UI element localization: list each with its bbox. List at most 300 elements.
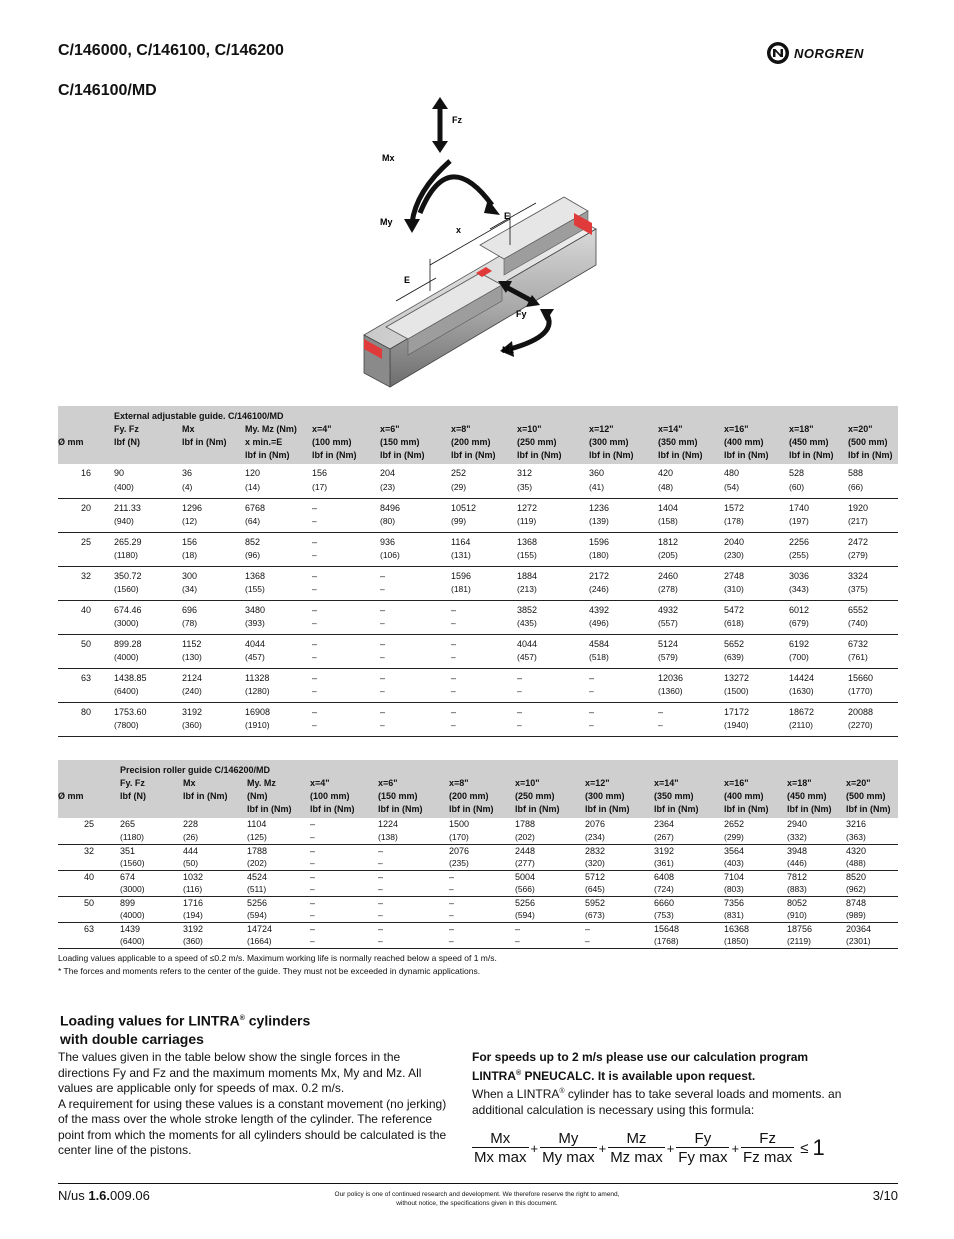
table-cell: 480 [724, 468, 740, 478]
table-cell: 936 [380, 536, 396, 547]
column-header [658, 423, 724, 464]
table-cell: 1368 [245, 570, 266, 581]
table-cell-metric: (343) [789, 583, 848, 600]
table-cell-metric: – [378, 857, 449, 870]
table-cell-metric: (54) [724, 481, 789, 498]
table-cell: 204 [380, 468, 396, 478]
table-cell: 5004 [515, 871, 536, 882]
right-paragraphs [472, 1050, 892, 1118]
column-header [517, 423, 589, 464]
fraction-denominator: Fy max [678, 1149, 728, 1166]
table-cell: 12036 [658, 672, 684, 683]
bore-diameter: 32 [83, 845, 94, 856]
table-cell: 18672 [789, 706, 815, 717]
column-header-line: lbf (N) [114, 437, 140, 447]
table-cell: 3192 [654, 845, 675, 856]
table-cell-metric: (803) [724, 883, 787, 896]
column-header [451, 423, 517, 464]
table-cell: 444 [183, 845, 199, 856]
column-header [724, 423, 789, 464]
fraction-denominator: Fz max [743, 1149, 793, 1166]
table-cell-metric: (202) [247, 857, 310, 870]
table-row [58, 566, 898, 583]
column-header-line: x=12" [589, 424, 614, 434]
table-cell-metric: (700) [789, 651, 848, 668]
table-row [58, 600, 898, 617]
table-cell: 1152 [182, 638, 202, 649]
table-cell-metric: (724) [654, 883, 724, 896]
table-row [58, 922, 898, 935]
table-cell: 674 [120, 871, 136, 882]
table-cell-metric: (332) [787, 831, 846, 844]
pneucalc-note-line2a: LINTRA [472, 1068, 516, 1083]
table-cell: 1812 [658, 536, 679, 547]
table-cell: – [589, 706, 595, 717]
table-cell-empty [58, 617, 114, 634]
table-cell: 2940 [787, 819, 808, 829]
column-header-line: x=20" [848, 424, 873, 434]
table-cell-metric: (181) [451, 583, 517, 600]
table-cell: – [517, 706, 523, 717]
table-cell: 1596 [451, 570, 472, 581]
doc-bold: 1.6. [88, 1188, 111, 1203]
fraction-denominator: Mx max [474, 1149, 527, 1166]
table-cell: 5124 [658, 638, 679, 649]
table-cell: 4584 [589, 638, 610, 649]
table-cell: – [312, 638, 318, 649]
table-cap-spacer [58, 760, 120, 777]
bore-diameter: 50 [80, 638, 91, 649]
table-cell: 5472 [724, 604, 745, 615]
fraction-denominator: Mz max [610, 1149, 663, 1166]
column-header-line: x=10" [517, 424, 542, 434]
table-cell: 1788 [247, 845, 268, 856]
table-cell: 1104 [247, 819, 267, 829]
table-cell-metric: (393) [245, 617, 312, 634]
column-header-line: (400 mm) [724, 437, 764, 447]
fraction-numerator: Fz [759, 1130, 776, 1147]
table-cell: 696 [182, 604, 198, 615]
table-cell-empty [58, 651, 114, 668]
table-cell-metric: (23) [380, 481, 451, 498]
table-cell: 5712 [585, 871, 606, 882]
table-cell-metric: – [312, 515, 380, 532]
table-row [58, 464, 898, 481]
table-cell: 3192 [183, 923, 204, 934]
table-cell: 1753.60 [114, 706, 147, 717]
norgren-logo-icon [766, 41, 790, 65]
table-cell: 1716 [183, 897, 204, 908]
table-cell: 351 [120, 845, 136, 856]
column-header-line: lbf in (Nm) [787, 804, 832, 814]
table-cell: – [380, 570, 386, 581]
table-cell: 3948 [787, 845, 808, 856]
table-cell: – [312, 502, 318, 513]
table-cell: 2172 [589, 570, 610, 581]
bore-diameter: 32 [80, 570, 91, 581]
table-row-metric [58, 515, 898, 532]
table-cell-metric: (496) [589, 617, 658, 634]
column-header-line: lbf in (Nm) [724, 804, 769, 814]
less-equal-sign: ≤ [800, 1139, 809, 1157]
column-header-line: lbf in (Nm) [378, 804, 423, 814]
column-header-line: lbf in (Nm) [589, 450, 634, 460]
column-header-line: x=6" [378, 778, 398, 788]
table-row-metric [58, 909, 898, 922]
table-cell: 265.29 [114, 536, 142, 547]
table-cell: 13272 [724, 672, 750, 683]
table-row-metric [58, 831, 898, 844]
table-cell-metric: (962) [846, 883, 898, 896]
table-cell-empty [58, 831, 120, 844]
table-cell-metric: (320) [585, 857, 654, 870]
table-cell-metric: – [451, 719, 517, 736]
table-cell-metric: (363) [846, 831, 898, 844]
table-cell-metric: (299) [724, 831, 787, 844]
table-cell-metric: (3000) [120, 883, 183, 896]
table-cell-metric: (910) [787, 909, 846, 922]
table-cell-metric: (579) [658, 651, 724, 668]
column-header [58, 777, 120, 818]
table-row [58, 668, 898, 685]
table-cell-metric: – [310, 883, 378, 896]
table-cell: 1236 [589, 502, 610, 513]
table-cell-metric: (170) [449, 831, 515, 844]
table-cell: – [451, 604, 457, 615]
fz-arrow [432, 97, 448, 153]
column-header-line: lbf in (Nm) [182, 437, 227, 447]
column-header [585, 777, 654, 818]
column-header [724, 777, 787, 818]
table-cell: 8496 [380, 502, 401, 513]
table-body [58, 464, 898, 736]
table-cell-metric: – [378, 883, 449, 896]
table-cell-metric: (60) [789, 481, 848, 498]
column-header-line: lbf in (Nm) [846, 804, 891, 814]
column-header-line: (300 mm) [585, 791, 625, 801]
column-header [378, 777, 449, 818]
table-cap-spacer [58, 406, 114, 423]
column-header-line: x=8" [449, 778, 469, 788]
table-cell-metric: (1630) [789, 685, 848, 702]
table-cell-metric: – [312, 617, 380, 634]
footer-divider [58, 1183, 898, 1184]
column-header-line: lbf in (Nm) [585, 804, 630, 814]
table-cell: 7104 [724, 871, 745, 882]
column-header-line: x=4" [312, 424, 332, 434]
norgren-logo [766, 40, 864, 66]
table-cell: – [380, 638, 386, 649]
table-cell-metric: (80) [380, 515, 451, 532]
table-cell-empty [58, 515, 114, 532]
table-cell: – [451, 672, 457, 683]
pneucalc-note-line1: For speeds up to 2 m/s please use our calculation program [472, 1050, 809, 1064]
table-cell-metric: (1940) [724, 719, 789, 736]
column-header-line: lbf in (Nm) [449, 804, 494, 814]
document-number [58, 1188, 150, 1203]
column-header-line: lbf in (Nm) [517, 450, 562, 460]
column-header-line: (500 mm) [848, 437, 888, 447]
table-cell-metric: (557) [658, 617, 724, 634]
table-cell: 1439 [120, 923, 141, 934]
table-cell: 5652 [724, 638, 745, 649]
table-cell: – [310, 897, 316, 908]
bore-diameter: 25 [83, 819, 94, 829]
bore-diameter: 50 [83, 897, 94, 908]
table-cell: 2076 [585, 819, 606, 829]
table-cell-metric: (125) [247, 831, 310, 844]
table-cell-empty [58, 857, 120, 870]
table-row-metric [58, 883, 898, 896]
table-cell: – [517, 672, 523, 683]
table-cell-metric: (639) [724, 651, 789, 668]
column-header-line: (250 mm) [517, 437, 557, 447]
table-cell-metric: (4000) [120, 909, 183, 922]
policy-line-2: without notice, the specifications given in this document. [396, 1200, 558, 1207]
bore-diameter: 25 [80, 536, 91, 547]
table-cell-metric: (267) [654, 831, 724, 844]
table-cell-metric: (673) [585, 909, 654, 922]
column-header [787, 777, 846, 818]
table-cell-metric: (2270) [848, 719, 898, 736]
table-cell-metric: (940) [114, 515, 182, 532]
table-cell-metric: (106) [380, 549, 451, 566]
table-cell-metric: – [312, 583, 380, 600]
column-header-line: lbf in (Nm) [654, 804, 699, 814]
table-cell-empty [58, 685, 114, 702]
table-cell: – [310, 871, 316, 882]
column-header-line: x=10" [515, 778, 540, 788]
fraction-numerator: My [558, 1130, 579, 1147]
table-cell: 6768 [245, 502, 266, 513]
table-cell-metric: – [585, 935, 654, 948]
table-cell: 1164 [451, 536, 471, 547]
table-cell: 1884 [517, 570, 538, 581]
table-cell-metric: (831) [724, 909, 787, 922]
table-cell-metric: – [312, 685, 380, 702]
table-cell: 1500 [449, 819, 470, 829]
column-header [114, 423, 182, 464]
table-cell-metric: (1910) [245, 719, 312, 736]
table-caption: External adjustable guide. C/146100/MD [114, 406, 898, 423]
formula-limit: 1 [812, 1135, 825, 1160]
table-cell-metric: (2119) [787, 935, 846, 948]
formula-fraction [741, 1130, 794, 1166]
section-heading-part1: Loading values for LINTRA [60, 1012, 240, 1029]
table-cell: 3564 [724, 845, 745, 856]
table-cell: 4044 [245, 638, 266, 649]
table-cell-metric: (3000) [114, 617, 182, 634]
table-cell: 528 [789, 468, 805, 478]
table-cell-empty [58, 909, 120, 922]
table-cell: 8052 [787, 897, 808, 908]
column-header-line: lbf in (Nm) [724, 450, 769, 460]
table-cell: – [378, 845, 384, 856]
cylinder-load-diagram [360, 95, 600, 393]
table-cell: 6552 [848, 604, 869, 615]
table-cell-metric: (234) [585, 831, 654, 844]
table-cell-metric: (360) [183, 935, 247, 948]
table-cell: 1272 [517, 502, 538, 513]
table-cell-metric: (66) [848, 481, 898, 498]
column-header-line: (150 mm) [380, 437, 420, 447]
column-header-line: lbf in (Nm) [658, 450, 703, 460]
table-cell: 1032 [183, 871, 204, 882]
table-cell-metric: (180) [589, 549, 658, 566]
table-cell-metric: (130) [182, 651, 245, 668]
table-cell-metric: – [517, 719, 589, 736]
table-cell-metric: (277) [515, 857, 585, 870]
table-cell-metric: (989) [846, 909, 898, 922]
table-cell: 5952 [585, 897, 606, 908]
table-cell: – [449, 897, 455, 908]
column-header-line: My. Mz [247, 778, 276, 788]
table-cell-metric: (457) [245, 651, 312, 668]
table-cell-metric: (594) [515, 909, 585, 922]
table-cell-metric: (178) [724, 515, 789, 532]
column-header-line: (500 mm) [846, 791, 886, 801]
table-cell: – [312, 672, 318, 683]
roller-guide-table [58, 760, 898, 949]
table-cell: 11328 [245, 672, 270, 683]
table-cell: 2040 [724, 536, 745, 547]
column-header [789, 423, 848, 464]
formula-fraction [472, 1130, 529, 1166]
table-cell: 36 [182, 468, 193, 478]
table-cell-metric: (17) [312, 481, 380, 498]
table-row-metric [58, 685, 898, 702]
policy-statement [270, 1190, 684, 1208]
table-cell-metric: (12) [182, 515, 245, 532]
table-cell: 2652 [724, 819, 745, 829]
table-cell-metric: – [310, 935, 378, 948]
table-cell: 2256 [789, 536, 810, 547]
column-header-line: (450 mm) [789, 437, 829, 447]
left-paragraphs [58, 1050, 453, 1159]
table-cell-metric: (618) [724, 617, 789, 634]
table-cell: 1368 [517, 536, 538, 547]
table-cell: – [378, 871, 384, 882]
column-header [589, 423, 658, 464]
table-cell: 6192 [789, 638, 810, 649]
table-cell-metric: (1560) [114, 583, 182, 600]
table-cell: 1404 [658, 502, 679, 513]
table-cell-metric: (7800) [114, 719, 182, 736]
table-cell-metric: (235) [449, 857, 515, 870]
table-cell-metric: (41) [589, 481, 658, 498]
table-cell: 7356 [724, 897, 745, 908]
table-cell-metric: (446) [787, 857, 846, 870]
plus-sign: + [731, 1140, 740, 1156]
table-cell-metric: – [589, 685, 658, 702]
table-cell-metric: (230) [724, 549, 789, 566]
column-header [312, 423, 380, 464]
table-cell-empty [58, 883, 120, 896]
column-header-line: (300 mm) [589, 437, 629, 447]
table-cell-metric: – [658, 719, 724, 736]
table-cell-metric: (6400) [120, 935, 183, 948]
left-paragraph-1: The values given in the table below show the single forces in the directions Fy and Fz and the maximum moments Mx, My and Mz. All values are applicable only for speeds of max. 0.2 m/s. [58, 1050, 422, 1095]
table-cell-metric: (246) [589, 583, 658, 600]
table-cell: 16368 [724, 923, 750, 934]
table-cell-metric: (139) [589, 515, 658, 532]
table-cell-metric: (197) [789, 515, 848, 532]
table-cell: 1296 [182, 502, 203, 513]
table-cell: – [310, 845, 316, 856]
table-cell-metric: (566) [515, 883, 585, 896]
fraction-numerator: Fy [694, 1130, 712, 1147]
table-cell-metric: (645) [585, 883, 654, 896]
column-header-line: lbf in (Nm) [789, 450, 834, 460]
table-cell-metric: – [312, 549, 380, 566]
table-cell-metric: (278) [658, 583, 724, 600]
column-header-line: My. Mz (Nm) [245, 424, 297, 434]
table-cell: – [312, 570, 318, 581]
table-row [58, 844, 898, 857]
table-row-metric [58, 719, 898, 736]
table-cell: 228 [183, 819, 199, 829]
table-cell: 899.28 [114, 638, 142, 649]
table-cell-metric: – [380, 719, 451, 736]
table-cell: 14424 [789, 672, 815, 683]
table-cell: 17172 [724, 706, 750, 717]
page-title: C/146000, C/146100, C/146200 [58, 42, 284, 59]
column-header [515, 777, 585, 818]
column-header [245, 423, 312, 464]
table-cell: 312 [517, 468, 533, 478]
column-header-line: x=14" [654, 778, 679, 788]
doc-suffix: 009.06 [110, 1188, 150, 1203]
formula-fraction [676, 1130, 729, 1166]
table-cell: – [378, 897, 384, 908]
table-cell: 899 [120, 897, 136, 908]
table-cell-empty [58, 583, 114, 600]
table-cell-metric: (116) [183, 883, 247, 896]
table-cell-metric: (64) [245, 515, 312, 532]
x-label: x [456, 225, 462, 235]
table-cell-metric: – [378, 909, 449, 922]
table-cell: 20364 [846, 923, 872, 934]
column-header-line: (150 mm) [378, 791, 418, 801]
table-cell: 1224 [378, 819, 399, 829]
table-cell-metric: – [451, 617, 517, 634]
column-header [449, 777, 515, 818]
table-cell-metric: (4000) [114, 651, 182, 668]
table-cell-metric: (194) [183, 909, 247, 922]
table-cell-metric: (435) [517, 617, 589, 634]
table-cell-metric: (511) [247, 883, 310, 896]
column-header [310, 777, 378, 818]
table-cell-metric: (213) [517, 583, 589, 600]
table-cell: 20088 [848, 706, 874, 717]
table-cell-metric: – [515, 935, 585, 948]
table-cell: 3852 [517, 604, 538, 615]
mx-label: Mx [382, 153, 395, 163]
table-cell: 3324 [848, 570, 869, 581]
table-cell: – [310, 819, 316, 829]
table-cell-metric: (310) [724, 583, 789, 600]
bore-diameter: 63 [83, 923, 94, 934]
column-header-line: x=4" [310, 778, 330, 788]
column-header-line: x=20" [846, 778, 871, 788]
column-header-line: lbf in (Nm) [245, 450, 290, 460]
table-cell: 16908 [245, 706, 271, 717]
table-cell-metric: (279) [848, 549, 898, 566]
fraction-denominator: My max [542, 1149, 595, 1166]
mz-label: Mz [502, 345, 514, 355]
column-header-line: x=12" [585, 778, 610, 788]
table-cell-metric: (1850) [724, 935, 787, 948]
